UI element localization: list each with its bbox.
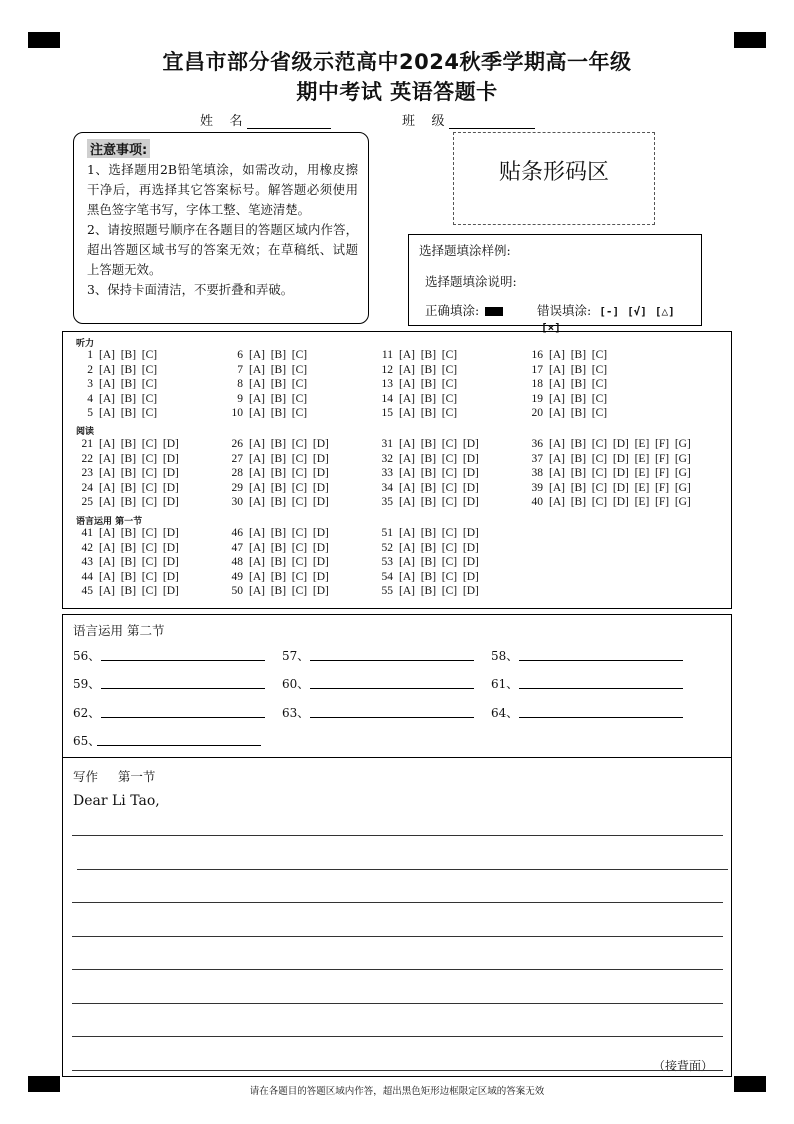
answer-blank-56[interactable]	[73, 647, 100, 664]
question-options[interactable]: [A] [B] [C] [D]	[99, 481, 179, 494]
question-options[interactable]: [A] [B] [C] [D]	[249, 527, 329, 539]
class-label: 班 级	[402, 114, 445, 129]
question-options[interactable]: [A] [B] [C] [D]	[99, 585, 179, 598]
footer-note: 请在各题目的答题区域内作答，超出黑色矩形边框限定区域的答案无效	[249, 1086, 545, 1097]
question-options[interactable]: [A] [B] [C]	[249, 378, 308, 391]
question-10[interactable]	[223, 407, 307, 419]
writing-line[interactable]	[77, 869, 728, 870]
question-number: 29	[231, 481, 243, 494]
question-options[interactable]: [A] [B] [C]	[99, 378, 158, 391]
question-14[interactable]	[373, 393, 457, 405]
question-number: 49	[231, 570, 243, 583]
writing-line[interactable]	[72, 902, 723, 903]
blank-line[interactable]	[310, 688, 474, 689]
question-number: 36	[531, 438, 543, 450]
writing-line[interactable]	[72, 835, 723, 836]
answer-blank-63[interactable]	[282, 704, 309, 721]
blank-line[interactable]	[101, 717, 265, 718]
question-36[interactable]	[523, 438, 691, 450]
question-number: 16	[531, 349, 543, 361]
notice-item-1: 1、选择题用2B铅笔填涂，如需改动，用橡皮擦干净后，再选择其它答案标号。解答题必须使用黑色签字笔书写，字体工整、笔迹清楚。	[87, 162, 358, 217]
question-number: 35	[381, 496, 393, 509]
question-25[interactable]	[73, 496, 179, 508]
writing-line[interactable]	[72, 1003, 723, 1004]
question-options[interactable]: [A] [B] [C] [D]	[249, 481, 329, 494]
question-43[interactable]	[73, 556, 179, 568]
question-options[interactable]: [A] [B] [C] [D]	[249, 541, 329, 554]
question-number: 3	[87, 378, 93, 391]
question-number: 33	[381, 467, 393, 480]
question-options[interactable]: [A] [B] [C] [D]	[399, 527, 479, 539]
question-options[interactable]: [A] [B] [C] [D]	[99, 556, 179, 569]
question-29[interactable]	[223, 482, 329, 494]
answer-blank-65[interactable]	[73, 732, 100, 749]
question-options[interactable]: [A] [B] [C]	[249, 349, 308, 361]
question-number: 9	[237, 392, 243, 405]
title-line-1: 宜昌市部分省级示范高中2024秋季学期高一年级	[162, 50, 632, 74]
question-options[interactable]: [A] [B] [C] [D]	[399, 496, 479, 509]
question-options[interactable]: [A] [B] [C] [D] [E] [F] [G]	[549, 467, 691, 480]
question-45[interactable]	[73, 585, 179, 597]
question-15[interactable]	[373, 407, 457, 419]
question-number: 37	[531, 452, 543, 465]
question-number: 47	[231, 541, 243, 554]
question-options[interactable]: [A] [B] [C] [D]	[399, 481, 479, 494]
question-number: 10	[231, 407, 243, 420]
question-number: 48	[231, 556, 243, 569]
continue-note: （接背面）	[652, 1059, 713, 1073]
question-options[interactable]: [A] [B] [C] [D]	[249, 467, 329, 480]
writing-line[interactable]	[72, 1036, 723, 1037]
question-options[interactable]: [A] [B] [C] [D]	[99, 541, 179, 554]
question-55[interactable]	[373, 585, 479, 597]
question-number: 19	[531, 392, 543, 405]
part2-title: 语言运用 第二节	[73, 623, 165, 638]
notice-box	[73, 132, 369, 324]
question-number: 34	[381, 481, 393, 494]
question-options[interactable]: [A] [B] [C]	[399, 378, 458, 391]
blank-number: 65、	[73, 734, 101, 748]
writing-line[interactable]	[72, 969, 723, 970]
question-number: 25	[81, 496, 93, 509]
wrong-mark-4: [×]	[541, 321, 561, 334]
question-number: 12	[381, 363, 393, 376]
question-8[interactable]	[223, 378, 307, 390]
question-44[interactable]	[73, 571, 179, 583]
question-1[interactable]	[73, 349, 157, 361]
question-31[interactable]	[373, 438, 479, 450]
question-21[interactable]	[73, 438, 179, 450]
question-options[interactable]: [A] [B] [C] [D] [E] [F] [G]	[549, 438, 691, 450]
question-number: 31	[381, 438, 393, 450]
section-reading-label: 阅读	[76, 427, 95, 437]
question-number: 50	[231, 585, 243, 598]
question-options[interactable]: [A] [B] [C]	[549, 349, 608, 361]
question-23[interactable]	[73, 467, 179, 479]
blank-number: 57、	[282, 649, 310, 663]
question-options[interactable]: [A] [B] [C] [D]	[399, 570, 479, 583]
blank-number: 62、	[73, 706, 101, 720]
question-number: 1	[87, 349, 93, 361]
question-24[interactable]	[73, 482, 179, 494]
wrong-mark-1: [-]	[599, 305, 620, 318]
question-7[interactable]	[223, 364, 307, 376]
question-42[interactable]	[73, 542, 179, 554]
question-number: 30	[231, 496, 243, 509]
title-line-2: 期中考试 英语答题卡	[296, 80, 498, 104]
question-number: 17	[531, 363, 543, 376]
question-options[interactable]: [A] [B] [C] [D]	[249, 452, 329, 465]
question-number: 4	[87, 392, 93, 405]
class-field[interactable]	[402, 110, 535, 129]
question-number: 5	[87, 407, 93, 420]
question-number: 44	[81, 570, 93, 583]
question-30[interactable]	[223, 496, 329, 508]
question-40[interactable]	[523, 496, 691, 508]
question-options[interactable]: [A] [B] [C] [D]	[249, 556, 329, 569]
question-options[interactable]: [A] [B] [C]	[249, 392, 308, 405]
question-number: 52	[381, 541, 393, 554]
writing-greeting: Dear Li Tao,	[73, 793, 160, 809]
blank-number: 58、	[491, 649, 519, 663]
question-19[interactable]	[523, 393, 607, 405]
question-number: 6	[237, 349, 243, 361]
blank-number: 63、	[282, 706, 310, 720]
question-options[interactable]: [A] [B] [C] [D]	[399, 438, 479, 450]
writing-divider	[63, 757, 731, 758]
answer-blank-59[interactable]	[73, 675, 100, 692]
question-number: 32	[381, 452, 393, 465]
question-number: 20	[531, 407, 543, 420]
question-46[interactable]	[223, 527, 329, 539]
question-options[interactable]: [A] [B] [C] [D]	[99, 467, 179, 480]
question-options[interactable]: [A] [B] [C]	[399, 349, 458, 361]
question-options[interactable]: [A] [B] [C] [D]	[399, 467, 479, 480]
notice-title: 注意事项:	[87, 139, 150, 158]
question-41[interactable]	[73, 527, 179, 539]
blank-number: 61、	[491, 677, 519, 691]
blank-number: 59、	[73, 677, 101, 691]
question-9[interactable]	[223, 393, 307, 405]
question-number: 14	[381, 392, 393, 405]
wrong-label: 错误填涂:	[537, 303, 592, 318]
question-options[interactable]: [A] [B] [C]	[549, 407, 608, 420]
question-4[interactable]	[73, 393, 157, 405]
question-options[interactable]: [A] [B] [C]	[99, 392, 158, 405]
question-options[interactable]: [A] [B] [C]	[399, 407, 458, 420]
question-options[interactable]: [A] [B] [C] [D]	[99, 496, 179, 509]
name-label: 姓 名	[200, 114, 243, 129]
question-6[interactable]	[223, 349, 307, 361]
wrong-mark-2: [√]	[627, 305, 647, 318]
question-options[interactable]: [A] [B] [C] [D]	[399, 556, 479, 569]
question-options[interactable]: [A] [B] [C]	[99, 407, 158, 420]
question-3[interactable]	[73, 378, 157, 390]
question-number: 53	[381, 556, 393, 569]
sample-desc: 选择题填涂说明:	[425, 274, 517, 289]
answer-blank-60[interactable]	[282, 675, 309, 692]
question-number: 18	[531, 378, 543, 391]
question-number: 40	[531, 496, 543, 509]
question-number: 46	[231, 527, 243, 539]
question-39[interactable]	[523, 482, 691, 494]
question-27[interactable]	[223, 453, 329, 465]
question-number: 55	[381, 585, 393, 598]
question-34[interactable]	[373, 482, 479, 494]
question-18[interactable]	[523, 378, 607, 390]
question-number: 45	[81, 585, 93, 598]
blank-line[interactable]	[519, 717, 683, 718]
sample-correct	[425, 301, 503, 319]
question-38[interactable]	[523, 467, 691, 479]
blank-line[interactable]	[310, 717, 474, 718]
question-options[interactable]: [A] [B] [C] [D]	[249, 438, 329, 450]
question-options[interactable]: [A] [B] [C]	[549, 378, 608, 391]
question-options[interactable]: [A] [B] [C] [D]	[399, 585, 479, 598]
question-options[interactable]: [A] [B] [C] [D]	[249, 585, 329, 598]
blank-number: 56、	[73, 649, 101, 663]
question-number: 8	[237, 378, 243, 391]
question-33[interactable]	[373, 467, 479, 479]
class-line	[449, 114, 535, 129]
question-number: 15	[381, 407, 393, 420]
name-field[interactable]	[200, 110, 331, 129]
question-options[interactable]: [A] [B] [C] [D]	[99, 452, 179, 465]
answer-blank-58[interactable]	[491, 647, 518, 664]
section-listening-label: 听力	[76, 339, 95, 349]
question-options[interactable]: [A] [B] [C] [D]	[99, 570, 179, 583]
question-number: 2	[87, 363, 93, 376]
question-35[interactable]	[373, 496, 479, 508]
question-number: 7	[237, 363, 243, 376]
question-options[interactable]: [A] [B] [C] [D] [E] [F] [G]	[549, 496, 691, 509]
question-number: 11	[381, 349, 393, 361]
question-number: 22	[81, 452, 93, 465]
question-number: 27	[231, 452, 243, 465]
question-54[interactable]	[373, 571, 479, 583]
question-options[interactable]: [A] [B] [C] [D]	[249, 496, 329, 509]
answer-blank-64[interactable]	[491, 704, 518, 721]
fill-sample-box	[408, 234, 702, 334]
question-number: 21	[81, 438, 93, 450]
wrong-mark-3: [△]	[654, 305, 675, 318]
question-12[interactable]	[373, 364, 457, 376]
name-line	[247, 114, 331, 129]
notice-item-3: 3、保持卡面清洁，不要折叠和弄破。	[87, 282, 294, 297]
question-options[interactable]: [A] [B] [C]	[99, 363, 158, 376]
section-language-label: 语言运用 第一节	[76, 517, 143, 527]
question-48[interactable]	[223, 556, 329, 568]
blank-line[interactable]	[519, 688, 683, 689]
question-options[interactable]: [A] [B] [C] [D]	[249, 570, 329, 583]
question-22[interactable]	[73, 453, 179, 465]
writing-line[interactable]	[72, 936, 723, 937]
question-options[interactable]: [A] [B] [C] [D]	[399, 452, 479, 465]
question-17[interactable]	[523, 364, 607, 376]
question-options[interactable]: [A] [B] [C]	[249, 363, 308, 376]
question-options[interactable]: [A] [B] [C] [D]	[399, 541, 479, 554]
question-options[interactable]: [A] [B] [C]	[549, 363, 608, 376]
question-5[interactable]	[73, 407, 157, 419]
question-number: 41	[81, 527, 93, 539]
question-52[interactable]	[373, 542, 479, 554]
question-47[interactable]	[223, 542, 329, 554]
question-options[interactable]: [A] [B] [C] [D] [E] [F] [G]	[549, 452, 691, 465]
sample-wrong	[537, 301, 701, 334]
answer-blank-57[interactable]	[282, 647, 309, 664]
blank-line[interactable]	[519, 660, 683, 661]
blank-number: 60、	[282, 677, 310, 691]
question-options[interactable]: [A] [B] [C] [D]	[99, 438, 179, 450]
blank-number: 64、	[491, 706, 519, 720]
question-options[interactable]: [A] [B] [C]	[549, 392, 608, 405]
question-26[interactable]	[223, 438, 329, 450]
question-number: 24	[81, 481, 93, 494]
question-28[interactable]	[223, 467, 329, 479]
question-37[interactable]	[523, 453, 691, 465]
question-16[interactable]	[523, 349, 607, 361]
language-use-part2-area	[62, 614, 732, 1077]
multiple-choice-area	[62, 331, 732, 609]
question-options[interactable]: [A] [B] [C] [D]	[99, 527, 179, 539]
question-number: 54	[381, 570, 393, 583]
question-options[interactable]: [A] [B] [C] [D] [E] [F] [G]	[549, 481, 691, 494]
blank-line[interactable]	[101, 688, 265, 689]
question-11[interactable]	[373, 349, 457, 361]
blank-line[interactable]	[310, 660, 474, 661]
answer-blank-61[interactable]	[491, 675, 518, 692]
question-number: 39	[531, 481, 543, 494]
question-options[interactable]: [A] [B] [C]	[399, 392, 458, 405]
writing-line[interactable]	[72, 1070, 723, 1071]
question-50[interactable]	[223, 585, 329, 597]
question-number: 28	[231, 467, 243, 480]
question-number: 23	[81, 467, 93, 480]
correct-fill-mark	[485, 307, 503, 316]
question-13[interactable]	[373, 378, 457, 390]
question-number: 51	[381, 527, 393, 539]
sample-title: 选择题填涂样例:	[419, 243, 511, 258]
question-20[interactable]	[523, 407, 607, 419]
question-2[interactable]	[73, 364, 157, 376]
question-49[interactable]	[223, 571, 329, 583]
question-32[interactable]	[373, 453, 479, 465]
question-number: 38	[531, 467, 543, 480]
question-number: 26	[231, 438, 243, 450]
question-options[interactable]: [A] [B] [C]	[99, 349, 158, 361]
question-options[interactable]: [A] [B] [C]	[249, 407, 308, 420]
question-number: 13	[381, 378, 393, 391]
correct-label: 正确填涂:	[425, 303, 480, 318]
question-53[interactable]	[373, 556, 479, 568]
blank-line[interactable]	[97, 745, 261, 746]
barcode-label: 贴条形码区	[498, 160, 609, 185]
question-number: 42	[81, 541, 93, 554]
question-51[interactable]	[373, 527, 479, 539]
writing-title: 写作 第一节	[73, 769, 156, 784]
question-number: 43	[81, 556, 93, 569]
notice-item-2: 2、请按照题号顺序在各题目的答题区域内作答，超出答题区域书写的答案无效；在草稿纸、试题上答题无效。	[87, 222, 358, 277]
question-options[interactable]: [A] [B] [C]	[399, 363, 458, 376]
blank-line[interactable]	[101, 660, 265, 661]
answer-blank-62[interactable]	[73, 704, 100, 721]
barcode-area	[453, 132, 655, 225]
